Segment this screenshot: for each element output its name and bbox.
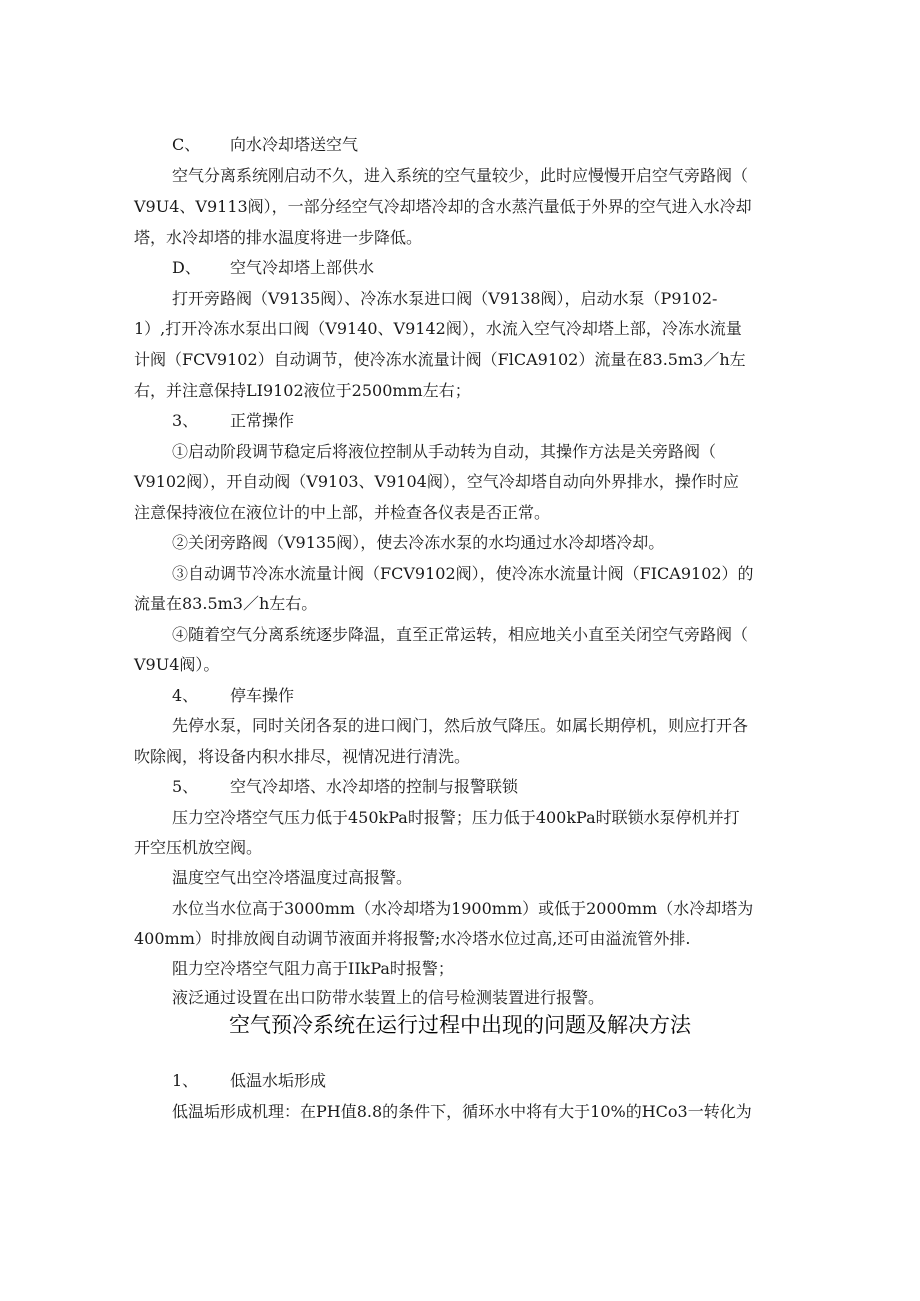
paragraph-line: 1）,打开冷冻水泵出口阀（V9140、V9142阀），水流入空气冷却塔上部，冷冻水流量 bbox=[134, 319, 742, 338]
paragraph-line: 右，并注意保持LI9102液位于2500mm左右； bbox=[134, 381, 471, 400]
heading-4 bbox=[172, 685, 294, 707]
paragraph-line: 打开旁路阀（V9135阀）、冷冻水泵进口阀（V9138阀），启动水泵（P9102- bbox=[172, 289, 718, 308]
heading-text: 空气冷却塔、水冷却塔的控制与报警联锁 bbox=[230, 777, 519, 796]
heading-number: 1、 bbox=[172, 1071, 199, 1090]
paragraph-line: 流量在83.5m3／h左右。 bbox=[134, 594, 318, 613]
paragraph-line: 水位当水位高于3000mm（水冷却塔为1900mm）或低于2000mm（水冷却塔为 bbox=[172, 899, 754, 918]
paragraph-line: 空气分离系统刚启动不久，进入系统的空气量较少，此时应慢慢开启空气旁路阀（ bbox=[172, 166, 749, 185]
heading-text: 正常操作 bbox=[230, 411, 295, 430]
heading-number: D、 bbox=[172, 258, 201, 277]
paragraph-line: 阻力空冷塔空气阻力高于IIkPa时报警； bbox=[172, 959, 454, 978]
section-title: 空气预冷系统在运行过程中出现的问题及解决方法 bbox=[229, 1013, 691, 1037]
paragraph-line: V9102阀），开自动阀（V9103、V9104阀），空气冷却塔自动向外界排水，操作时应 bbox=[134, 472, 739, 491]
paragraph-line: 计阀（FCV9102）自动调节，使冷冻水流量计阀（FlCA9102）流量在83.5m3／h左 bbox=[134, 350, 746, 369]
heading-text: 停车操作 bbox=[230, 686, 295, 705]
heading-1 bbox=[172, 1070, 326, 1092]
heading-number: 3、 bbox=[172, 411, 199, 430]
paragraph-line: V9U4、V9113阀），一部分经空气冷却塔冷却的含水蒸汽量低于外界的空气进入水冷却 bbox=[134, 197, 752, 216]
paragraph-line: ④随着空气分离系统逐步降温，直至正常运转，相应地关小直至关闭空气旁路阀（ bbox=[172, 625, 749, 644]
paragraph-line: 400mm）时排放阀自动调节液面并将报警;水冷塔水位过高,还可由溢流管外排. bbox=[134, 929, 691, 948]
paragraph-line: 塔，水冷却塔的排水温度将进一步降低。 bbox=[134, 228, 423, 247]
heading-c bbox=[172, 134, 358, 156]
paragraph-line: ③自动调节冷冻水流量计阀（FCV9102阀），使冷冻水流量计阀（FICA9102）的 bbox=[172, 564, 754, 583]
paragraph-line: 注意保持液位在液位计的中上部，并检查各仪表是否正常。 bbox=[134, 503, 551, 522]
paragraph-line: 开空压机放空阀。 bbox=[134, 838, 263, 857]
paragraph-line: ②关闭旁路阀（V9135阀），使去冷冻水泵的水均通过水冷却塔冷却。 bbox=[172, 533, 665, 552]
heading-5 bbox=[172, 776, 518, 798]
paragraph-line: 低温垢形成机理：在PH值8.8的条件下，循环水中将有大于10%的HCo3一转化为 bbox=[172, 1102, 752, 1121]
heading-number: 5、 bbox=[172, 777, 199, 796]
heading-number: 4、 bbox=[172, 686, 199, 705]
paragraph-line: 先停水泵，同时关闭各泵的进口阀门，然后放气降压。如属长期停机，则应打开各 bbox=[172, 716, 749, 735]
heading-text: 低温水垢形成 bbox=[230, 1071, 327, 1090]
heading-3 bbox=[172, 410, 294, 432]
paragraph-line: 吹除阀，将设备内积水排尽，视情况进行清洗。 bbox=[134, 747, 471, 766]
heading-text: 向水冷却塔送空气 bbox=[230, 135, 359, 154]
paragraph-line: ①启动阶段调节稳定后将液位控制从手动转为自动，其操作方法是关旁路阀（ bbox=[172, 442, 717, 461]
heading-number: C、 bbox=[172, 135, 201, 154]
heading-text: 空气冷却塔上部供水 bbox=[230, 258, 375, 277]
paragraph-line: 液泛通过设置在出口防带水装置上的信号检测装置进行报警。 bbox=[172, 988, 605, 1007]
heading-d bbox=[172, 257, 374, 279]
paragraph-line: 压力空冷塔空气压力低于450kPa时报警；压力低于400kPa时联锁水泵停机并打 bbox=[172, 808, 740, 827]
paragraph-line: 温度空气出空冷塔温度过高报警。 bbox=[172, 868, 413, 887]
paragraph-line: V9U4阀）。 bbox=[134, 655, 220, 674]
